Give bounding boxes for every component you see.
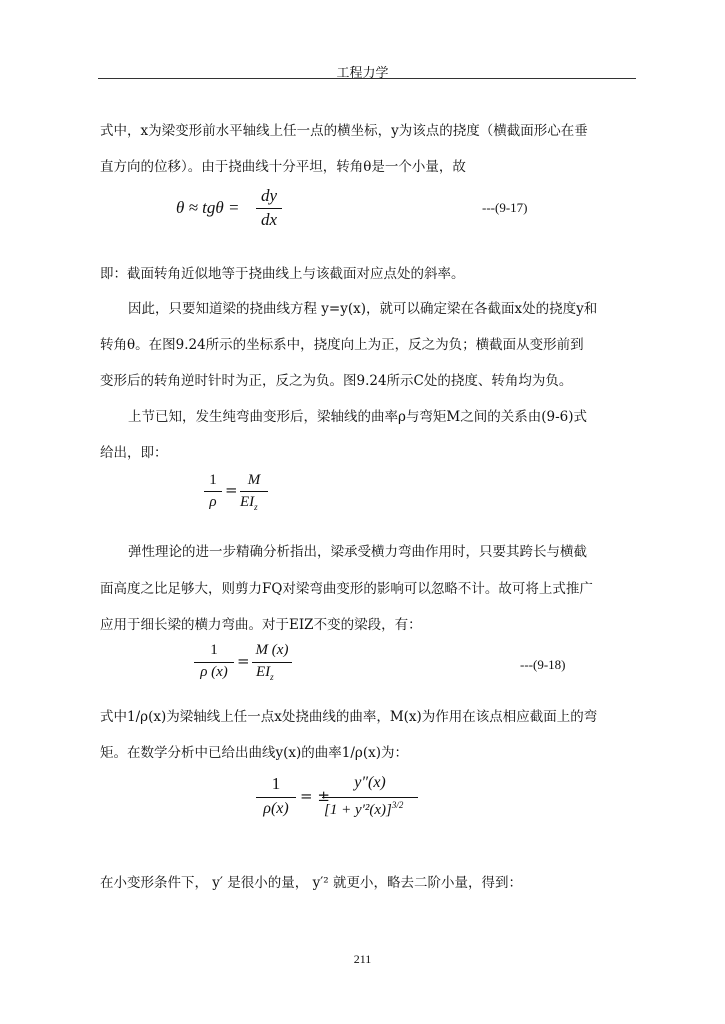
paragraph-line: 式中1/ρ(x)为梁轴线上任一点x处挠曲线的曲率，M(x)为作用在该点相应截面上的弯 xyxy=(100,709,598,725)
eq3-lhs-denominator: ρ (x) xyxy=(200,664,228,680)
paragraph-line: 上节已知，发生纯弯曲变形后，梁轴线的曲率ρ与弯矩M之间的关系由(9-6)式 xyxy=(128,409,588,425)
paragraph-line: 式中，x为梁变形前水平轴线上任一点的横坐标，y为该点的挠度（横截面形心在垂 xyxy=(100,123,588,139)
eq2-lhs-bar xyxy=(204,491,222,492)
paragraph-line: 即：截面转角近似地等于挠曲线上与该截面对应点处的斜率。 xyxy=(100,266,465,282)
eq2-numerator: M xyxy=(247,472,261,488)
paragraph-line: 应用于细长梁的横力弯曲。对于EIZ不变的梁段，有： xyxy=(100,617,422,633)
eq1-fraction-bar xyxy=(256,208,282,209)
eq4-numerator: y″(x) xyxy=(354,774,386,791)
eq2-lhs-numerator: 1 xyxy=(209,472,217,488)
page-header-title: 工程力学 xyxy=(336,66,389,81)
eq3-label: ---(9-18) xyxy=(520,657,566,672)
paragraph-line: 直方向的位移）。由于挠曲线十分平坦，转角θ是一个小量，故 xyxy=(100,159,466,175)
eq1-numerator: dy xyxy=(260,186,278,205)
eq2-lhs-denominator: ρ xyxy=(209,494,217,510)
eq3-denominator: $EI_z$ xyxy=(256,664,274,682)
paragraph-line: 给出，即： xyxy=(100,445,168,461)
eq1-lhs: θ ≈ tgθ = xyxy=(176,198,240,217)
paragraph-line: 矩。在数学分析中已给出曲线y(x)的曲率1/ρ(x)为： xyxy=(100,745,408,761)
header-rule xyxy=(98,78,636,79)
eq2-bar xyxy=(240,491,268,492)
paragraph-line: 变形后的转角逆时针时为正，反之为负。图9.24所示C处的挠度、转角均为负。 xyxy=(100,373,573,389)
eq2-equals: = xyxy=(225,481,238,499)
eq4-denominator: $[1 + y'^2(x)]^{3/2}$ xyxy=(324,800,404,818)
paragraph-line: 弹性理论的进一步精确分析指出，梁承受横力弯曲作用时，只要其跨长与横截 xyxy=(128,544,587,560)
eq3-bar xyxy=(252,662,292,663)
eq4-lhs-numerator: 1 xyxy=(271,774,281,793)
eq3-equals: = xyxy=(237,652,250,670)
eq3-lhs-numerator: 1 xyxy=(210,642,218,658)
eq3-lhs-bar xyxy=(194,662,234,663)
eq3-numerator: M (x) xyxy=(255,642,289,658)
paragraph-line: 转角θ。在图9.24所示的坐标系中，挠度向上为正，反之为负；横截面从变形前到 xyxy=(100,337,584,353)
eq2-denominator: $EI_z$ xyxy=(240,494,258,512)
eq4-lhs-denominator: ρ(x) xyxy=(263,800,289,817)
paragraph-line: 在小变形条件下， y′ 是很小的量， y′² 就更小，略去二阶小量，得到： xyxy=(100,875,522,891)
paragraph-line: 面高度之比足够大，则剪力FQ对梁弯曲变形的影响可以忽略不计。故可将上式推广 xyxy=(100,581,593,597)
eq1-label: ---(9-17) xyxy=(482,200,528,215)
page-number: 211 xyxy=(353,952,372,966)
paragraph-line: 因此，只要知道梁的挠曲线方程 y=y(x)，就可以确定梁在各截面x处的挠度y和 xyxy=(128,301,598,317)
eq4-lhs-bar xyxy=(256,797,296,798)
eq4-bar xyxy=(322,797,418,798)
eq1-denominator: dx xyxy=(260,210,278,229)
eq4-equals-plusminus: = ± xyxy=(300,787,330,805)
